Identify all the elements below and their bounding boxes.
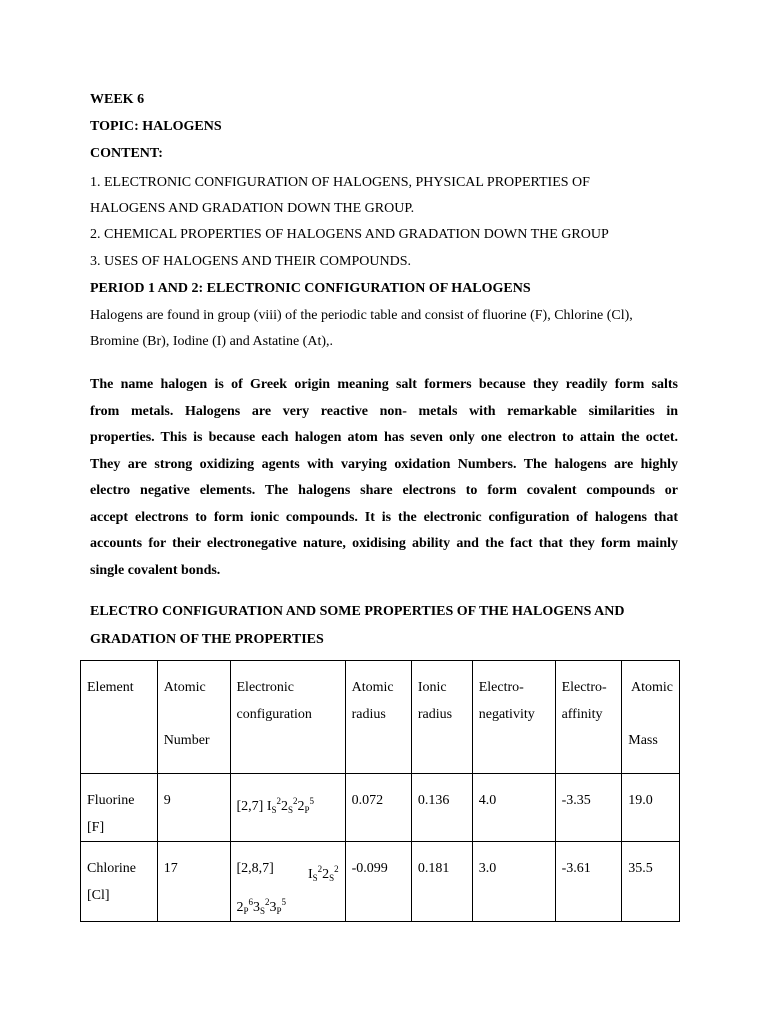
body-line: accounts for their electronegative nature, oxidising ability and the fact that they form mainly (90, 536, 678, 551)
cell-atomic-radius: 0.072 (345, 774, 411, 842)
content-item: HALOGENS AND GRADATION DOWN THE GROUP. (90, 201, 415, 216)
table-row (81, 774, 680, 842)
content-item: 1. ELECTRONIC CONFIGURATION OF HALOGENS, PHYSICAL PROPERTIES OF (90, 175, 590, 190)
intro-line: Bromine (Br), Iodine (I) and Astatine (At),. (90, 334, 333, 349)
header-ionic-radius: Ionic radius (411, 661, 472, 774)
body-line: single covalent bonds. (90, 562, 221, 578)
period-heading: PERIOD 1 AND 2: ELECTRONIC CONFIGURATION OF HALOGENS (90, 281, 531, 296)
header-atomic-number: Atomic Number (157, 661, 230, 774)
config-term: $2_S^2$ (322, 864, 339, 883)
topic-title: TOPIC: HALOGENS (90, 119, 222, 134)
table-header-row (81, 661, 680, 774)
header-atomic-mass: Atomic Mass (622, 661, 680, 774)
config-shells: [2,7] (236, 799, 267, 814)
header-electronegativity: Electro- negativity (472, 661, 555, 774)
table-heading: GRADATION OF THE PROPERTIES (90, 632, 324, 647)
cell-configuration (230, 842, 345, 922)
body-line: accept electrons to form ionic compounds. It is the electronic configuration of halogens that (90, 509, 678, 525)
header-atomic-radius: Atomic radius (345, 661, 411, 774)
content-item: 2. CHEMICAL PROPERTIES OF HALOGENS AND GRADATION DOWN THE GROUP (90, 227, 609, 242)
cell-ionic-radius: 0.136 (411, 774, 472, 842)
cell-element: Fluorine [F] (81, 774, 158, 842)
header-electronic-configuration: Electronic configuration (230, 661, 345, 774)
cell-configuration (230, 774, 345, 842)
cell-atomic-mass: 35.5 (622, 842, 680, 922)
cell-electron-affinity: -3.35 (555, 774, 622, 842)
cell-atomic-number: 9 (157, 774, 230, 842)
content-item: 3. USES OF HALOGENS AND THEIR COMPOUNDS. (90, 254, 412, 269)
cell-atomic-number: 17 (157, 842, 230, 922)
body-paragraph (90, 372, 678, 584)
cell-electronegativity: 3.0 (472, 842, 555, 922)
body-line: They are strong oxidizing agents with varying oxidation Numbers. The halogens are highly (90, 456, 678, 472)
config-term: $I_S^2$ (307, 864, 323, 883)
config-shells: [2,8,7] (236, 861, 274, 876)
cell-atomic-radius: -0.099 (345, 842, 411, 922)
cell-ionic-radius: 0.181 (411, 842, 472, 922)
week-title: WEEK 6 (90, 92, 145, 107)
config-term: $2_P^5$ (297, 796, 315, 815)
content-label: CONTENT: (90, 146, 163, 161)
header-electron-affinity: Electro- affinity (555, 661, 622, 774)
halogen-properties-table (80, 660, 680, 922)
config-term: $I_S^2$ (266, 796, 282, 815)
config-term: $2_P^6$ (236, 896, 254, 916)
cell-atomic-mass: 19.0 (622, 774, 680, 842)
header-element: Element (81, 661, 158, 774)
config-term: $3_P^5$ (269, 896, 287, 916)
cell-element: Chlorine [Cl] (81, 842, 158, 922)
cell-electron-affinity: -3.61 (555, 842, 622, 922)
body-line: electro negative elements. The halogens share electrons to form covalent compounds or (90, 483, 678, 498)
intro-line: Halogens are found in group (viii) of the periodic table and consist of fluorine (F), Chlorine (Cl), (90, 308, 633, 323)
config-term: $3_S^2$ (253, 896, 270, 916)
table-row (81, 842, 680, 922)
body-line: properties. This is because each halogen atom has seven only one electron to attain the octet. (90, 430, 678, 445)
cell-electronegativity: 4.0 (472, 774, 555, 842)
table-heading: ELECTRO CONFIGURATION AND SOME PROPERTIES OF THE HALOGENS AND (90, 604, 625, 619)
body-line: The name halogen is of Greek origin meaning salt formers because they readily form salts (90, 377, 678, 392)
body-line: from metals. Halogens are very reactive non- metals with remarkable similarities in (90, 403, 678, 419)
config-term: $2_S^2$ (281, 796, 298, 815)
